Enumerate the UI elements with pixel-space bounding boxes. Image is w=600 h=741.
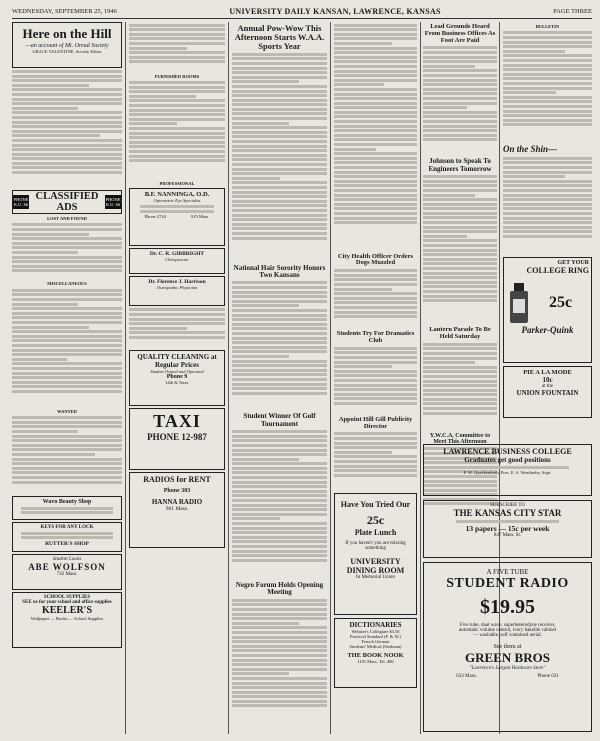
keelers-head: SEE us for your school and office supplies xyxy=(22,600,112,606)
column-2 xyxy=(129,22,225,734)
harrison-name: Dr. Florence J. Harrison xyxy=(148,279,206,286)
tried-addr: In Memorial Union xyxy=(356,575,395,581)
radio-desc-1: Five tube, dual wave, superheterodyne receiver, xyxy=(459,623,556,628)
hill-gill-text xyxy=(334,432,417,490)
star-addr: 847 Mass. St. xyxy=(493,533,522,539)
nanninga-sub: Optometric Eye Specialist xyxy=(153,198,201,204)
rutters-name: RUTTER'S SHOP xyxy=(45,541,89,547)
get-your: GET YOUR xyxy=(557,259,589,266)
negro-forum-text xyxy=(232,599,327,729)
hanna-addr: 901 Mass. xyxy=(165,506,189,513)
star-sub: SUBSCRIBE TO xyxy=(490,503,525,508)
pie-title: PIE A LA MODE xyxy=(523,368,572,376)
radio-desc-3: — washable, self contained aerial. xyxy=(473,633,542,638)
tried-plate: Plate Lunch xyxy=(354,528,397,538)
radios-phone: Phone 303 xyxy=(163,488,191,495)
classified-phone-right: PHONE K.U. 66 xyxy=(105,197,121,207)
grounds-text xyxy=(423,46,497,156)
ink-bottle-icon xyxy=(506,281,532,325)
pie-price: 10c xyxy=(542,375,553,384)
parker-name: Parker-Quink xyxy=(521,324,574,335)
lantern-headline: Lantern Parade To Be Held Saturday xyxy=(429,326,491,340)
powwow-text xyxy=(232,53,327,263)
supplies-title: SCHOOL SUPPLIES xyxy=(43,595,91,601)
keelers-ad xyxy=(12,592,122,648)
tried-name: UNIVERSITY DINING ROOM xyxy=(346,557,405,576)
business-college-ad xyxy=(423,444,592,496)
masthead-title: UNIVERSITY DAILY KANSAN, LAWRENCE, KANSAS xyxy=(229,6,441,16)
quality-phone: Phone 9 xyxy=(166,374,188,381)
wavo-ad xyxy=(12,496,122,520)
keys-title: KEYS FOR ANY LOCK xyxy=(40,525,94,531)
national-text xyxy=(232,281,327,411)
plate-lunch-ad xyxy=(334,493,417,615)
negro-forum-headline: Negro Forum Holds Opening Meeting xyxy=(235,581,324,597)
dictionaries-ad xyxy=(334,618,417,688)
newspaper-page xyxy=(12,4,592,736)
ywca-headline: Y.W.C.A. Committee to Meet This Afternoon xyxy=(429,432,491,446)
johnson-text xyxy=(423,175,497,325)
furnished-rooms: FURNISHED ROOMS xyxy=(154,73,200,79)
dict-line4: Students' Medical (Stedman) xyxy=(349,644,402,650)
pie-at: at the xyxy=(542,383,553,389)
column-3 xyxy=(232,22,327,734)
col2-rooms-text xyxy=(129,81,225,179)
radio-phone: Phone 631 xyxy=(537,674,559,679)
classified-header xyxy=(12,190,122,214)
col2-top-text xyxy=(129,24,225,72)
keelers-name: KEELER'S xyxy=(41,605,93,617)
dict-line3: French German xyxy=(361,639,390,645)
society-subtitle: —an account of Mt. Oread Society xyxy=(25,42,109,49)
taxi-phone: PHONE 12-987 xyxy=(147,432,207,443)
column-rule xyxy=(125,22,126,734)
misc-text xyxy=(12,289,122,407)
city-health-headline: City Health Officer Orders Dogs Muzzled xyxy=(337,252,414,267)
bulletin-heading: BULLETIN xyxy=(535,24,560,29)
loans-ad xyxy=(12,554,122,590)
column-rule xyxy=(228,22,229,734)
business-sub: Graduates get good positions xyxy=(464,456,551,464)
kc-star-ad xyxy=(423,500,592,558)
national-headline: National Hair Sorority Honors Two Kansans xyxy=(233,263,326,280)
column-6 xyxy=(503,22,592,442)
keys-ad xyxy=(12,522,122,552)
harrison-ad xyxy=(129,276,225,306)
abe-addr: 742 Mass. xyxy=(56,572,78,578)
radio-store: GREEN BROS xyxy=(465,650,550,665)
radio-tag: "Lawrence's Largest Hardware Store" xyxy=(469,666,546,671)
radio-see: See them at xyxy=(493,644,522,650)
quality-addr: 14th & Tenn. xyxy=(165,380,189,386)
dict-line2: Practical Standard (F. & W.) xyxy=(350,634,401,640)
section-lost-found: LOST AND FOUND xyxy=(47,216,87,221)
column-1 xyxy=(12,22,122,734)
col2-mid-text xyxy=(129,308,225,348)
bulletin-text xyxy=(503,31,592,143)
keelers-foot: Wallpaper — Books — School Supplies xyxy=(30,616,104,622)
star-title: THE KANSAS CITY STAR xyxy=(453,508,562,518)
parker-quink-ad xyxy=(503,257,592,363)
society-title: Here on the Hill xyxy=(22,26,112,41)
masthead xyxy=(12,4,592,19)
classified-title: CLASSIFIED ADS xyxy=(35,190,99,213)
dict-title: DICTIONARIES xyxy=(349,621,402,630)
harrison-sub: Osteopathic Physician xyxy=(156,285,198,291)
tried-title: Have You Tried Our xyxy=(340,500,411,510)
dict-addr: 1101 Mass. Tel. 486 xyxy=(357,659,394,665)
powwow-headline: Annual Pow-Wow This Afternoon Starts W.A.A. Sports Year xyxy=(234,23,325,51)
business-names: F. W. Quackenbush, Pres. E. S. Weatherby, Supt. xyxy=(463,470,552,476)
classified-phone-left: PHONE K.U. 66 xyxy=(13,197,29,207)
dict-store: THE BOOK NOOK xyxy=(347,652,404,660)
gibbright-sub: Chiropractor xyxy=(165,257,189,263)
dramatics-headline: Students Try For Dramatics Club xyxy=(336,330,415,345)
on-the-shin-text xyxy=(503,157,592,255)
on-the-shin-heading: On the Shin— xyxy=(503,144,558,155)
quality-cleaning-ad xyxy=(129,350,225,406)
masthead-page: PAGE THREE xyxy=(553,7,592,15)
abe-name: ABE WOLFSON xyxy=(28,562,106,573)
nanninga-name: B.F. NANNINGA, O.D. xyxy=(144,191,210,199)
lantern-text xyxy=(423,343,497,431)
society-header xyxy=(12,22,122,68)
tried-sub: If you haven't you are missing something xyxy=(345,541,406,552)
tried-price: 25c xyxy=(366,513,385,528)
parker-price: 25c xyxy=(548,293,573,311)
college-ring: COLLEGE RING xyxy=(526,265,589,275)
dramatics-text xyxy=(334,347,417,415)
golf-text xyxy=(232,430,327,580)
radio-addr: 633 Mass. xyxy=(456,674,477,679)
column-4 xyxy=(334,22,417,734)
nanninga-ad xyxy=(129,188,225,246)
radio-pre: A FIVE TUBE xyxy=(486,568,529,576)
radios-title: RADIOS for RENT xyxy=(143,475,211,485)
grounds-headline: Lead Grounds Heard From Business Offices As Foot Are Paid xyxy=(424,23,496,44)
col4-top-text xyxy=(334,24,417,252)
section-misc: MISCELLANEOUS xyxy=(47,281,87,287)
business-title: LAWRENCE BUSINESS COLLEGE xyxy=(443,447,572,456)
society-text xyxy=(12,70,122,188)
city-health-text xyxy=(334,269,417,329)
column-rule xyxy=(420,22,421,734)
wavo-name: Wavo Beauty Shop xyxy=(42,499,92,506)
loans-title: Student Loans xyxy=(52,557,82,563)
nanninga-addr: 915 Mass. xyxy=(190,214,210,220)
professional-heading: PROFESSIONAL xyxy=(159,181,195,186)
radio-title: STUDENT RADIO xyxy=(446,576,569,591)
quality-title: QUALITY CLEANING at Regular Prices xyxy=(137,353,217,370)
hanna-name: HANNA RADIO xyxy=(151,498,203,507)
society-byline: GRACE VALENTINE, Society Editor xyxy=(32,48,102,54)
gibbright-ad xyxy=(129,248,225,274)
dict-line1: Webster's Collegiate $3.50 xyxy=(351,629,400,635)
column-rule xyxy=(330,22,331,734)
taxi-title: TAXI xyxy=(153,411,201,432)
radios-ad xyxy=(129,472,225,548)
star-line: 13 papers — 15c per week xyxy=(465,524,550,534)
hill-gill-headline: Appoint Hill Gill Publicity Director xyxy=(338,415,413,430)
lost-found-text xyxy=(12,223,122,279)
radio-desc-2: automatic volume control, ivory bakelite cabinet xyxy=(458,628,557,633)
gibbright-name: Dr. C. R. GIBBRIGHT xyxy=(149,251,205,258)
wanted-text xyxy=(12,416,122,494)
golf-headline: Student Winner Of Golf Tournament xyxy=(243,412,316,428)
radio-price: $19.95 xyxy=(480,596,535,618)
masthead-date: WEDNESDAY, SEPTEMBER 25, 1946 xyxy=(12,7,117,15)
student-radio-ad xyxy=(423,562,592,732)
nanninga-phone: Phone 2744 xyxy=(144,214,166,220)
pie-ad xyxy=(503,366,592,418)
section-wanted: WANTED xyxy=(57,408,77,414)
pie-place: UNION FOUNTAIN xyxy=(516,388,579,397)
johnson-headline: Johnson to Speak To Engineers Tomorrow xyxy=(428,157,492,173)
taxi-ad xyxy=(129,408,225,470)
quality-sub: Student Owned and Operated xyxy=(150,369,204,375)
